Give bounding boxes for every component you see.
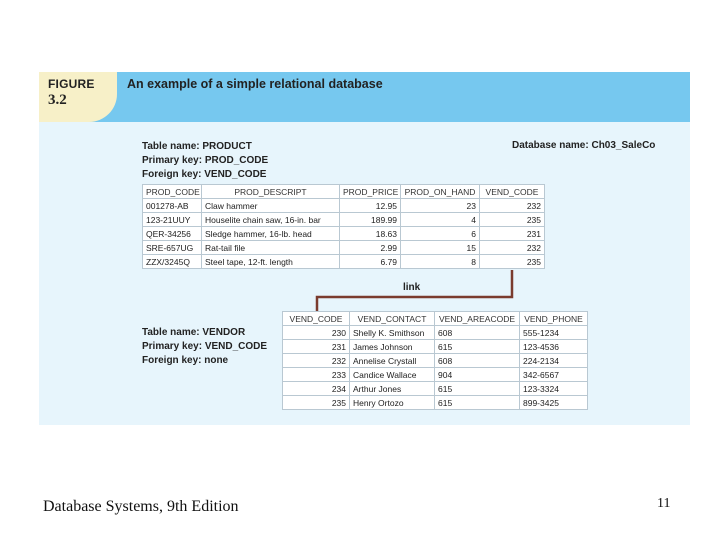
table-cell: Annelise Crystall — [350, 354, 435, 368]
product-table-name: Table name: PRODUCT — [142, 141, 252, 152]
table-cell: 555-1234 — [520, 326, 588, 340]
vendor-table-name: Table name: VENDOR — [142, 327, 246, 338]
table-cell: 231 — [480, 227, 545, 241]
figure-caption: An example of a simple relational database — [127, 77, 383, 91]
table-cell: 231 — [283, 340, 350, 354]
table-cell: Henry Ortozo — [350, 396, 435, 410]
table-row — [283, 396, 588, 410]
vendor-table — [282, 311, 588, 410]
table-cell: 123-21UUY — [143, 213, 202, 227]
table-cell: 235 — [480, 213, 545, 227]
table-row — [143, 241, 545, 255]
table-cell: 234 — [283, 382, 350, 396]
table-cell: James Johnson — [350, 340, 435, 354]
table-row — [283, 354, 588, 368]
column-header: VEND_CONTACT — [350, 312, 435, 326]
table-cell: Claw hammer — [202, 199, 340, 213]
table-cell: Candice Wallace — [350, 368, 435, 382]
table-cell: Sledge hammer, 16-lb. head — [202, 227, 340, 241]
table-row — [143, 213, 545, 227]
table-cell: 233 — [283, 368, 350, 382]
table-cell: 4 — [401, 213, 480, 227]
product-table — [142, 184, 545, 269]
table-cell: 15 — [401, 241, 480, 255]
table-cell: ZZX/3245Q — [143, 255, 202, 269]
product-primary-key: Primary key: PROD_CODE — [142, 155, 269, 166]
vendor-table-meta — [142, 326, 267, 368]
column-header: VEND_CODE — [480, 185, 545, 199]
column-header: PROD_CODE — [143, 185, 202, 199]
table-cell: Shelly K. Smithson — [350, 326, 435, 340]
table-cell: 615 — [435, 340, 520, 354]
table-cell: 615 — [435, 382, 520, 396]
table-row — [283, 326, 588, 340]
table-cell: 23 — [401, 199, 480, 213]
column-header: PROD_ON_HAND — [401, 185, 480, 199]
table-cell: Steel tape, 12-ft. length — [202, 255, 340, 269]
link-label: link — [403, 282, 421, 293]
figure-label-word: FIGURE — [48, 77, 95, 91]
table-cell: 904 — [435, 368, 520, 382]
figure-label-number: 3.2 — [48, 92, 67, 108]
page-number: 11 — [657, 496, 671, 511]
table-cell: 235 — [283, 396, 350, 410]
column-header: PROD_PRICE — [340, 185, 401, 199]
table-cell: SRE-657UG — [143, 241, 202, 255]
table-cell: 224-2134 — [520, 354, 588, 368]
table-header-row — [283, 312, 588, 326]
table-cell: 232 — [480, 241, 545, 255]
figure-panel — [39, 72, 690, 425]
table-cell: 8 — [401, 255, 480, 269]
table-row — [143, 255, 545, 269]
table-cell: 6 — [401, 227, 480, 241]
column-header: VEND_PHONE — [520, 312, 588, 326]
table-row — [283, 340, 588, 354]
table-row — [283, 382, 588, 396]
table-cell: 001278-AB — [143, 199, 202, 213]
table-row — [283, 368, 588, 382]
table-cell: 608 — [435, 354, 520, 368]
table-cell: 189.99 — [340, 213, 401, 227]
table-cell: 123-4536 — [520, 340, 588, 354]
table-cell: Houselite chain saw, 16-in. bar — [202, 213, 340, 227]
table-cell: Arthur Jones — [350, 382, 435, 396]
table-cell: 12.95 — [340, 199, 401, 213]
column-header: VEND_CODE — [283, 312, 350, 326]
table-header-row — [143, 185, 545, 199]
vendor-primary-key: Primary key: VEND_CODE — [142, 341, 268, 352]
table-row — [143, 199, 545, 213]
database-name: Database name: Ch03_SaleCo — [512, 140, 656, 151]
table-cell: 342-6567 — [520, 368, 588, 382]
footer-book-title: Database Systems, 9th Edition — [43, 498, 239, 515]
table-cell: 232 — [283, 354, 350, 368]
table-cell: 615 — [435, 396, 520, 410]
table-row — [143, 227, 545, 241]
table-cell: 18.63 — [340, 227, 401, 241]
table-cell: Rat-tail file — [202, 241, 340, 255]
vendor-foreign-key: Foreign key: none — [142, 355, 229, 366]
column-header: PROD_DESCRIPT — [202, 185, 340, 199]
table-cell: 6.79 — [340, 255, 401, 269]
table-cell: 608 — [435, 326, 520, 340]
table-cell: 235 — [480, 255, 545, 269]
table-cell: 230 — [283, 326, 350, 340]
table-cell: 232 — [480, 199, 545, 213]
table-cell: QER-34256 — [143, 227, 202, 241]
product-foreign-key: Foreign key: VEND_CODE — [142, 169, 267, 180]
table-cell: 123-3324 — [520, 382, 588, 396]
table-cell: 2.99 — [340, 241, 401, 255]
column-header: VEND_AREACODE — [435, 312, 520, 326]
product-table-meta — [142, 140, 268, 182]
table-cell: 899-3425 — [520, 396, 588, 410]
